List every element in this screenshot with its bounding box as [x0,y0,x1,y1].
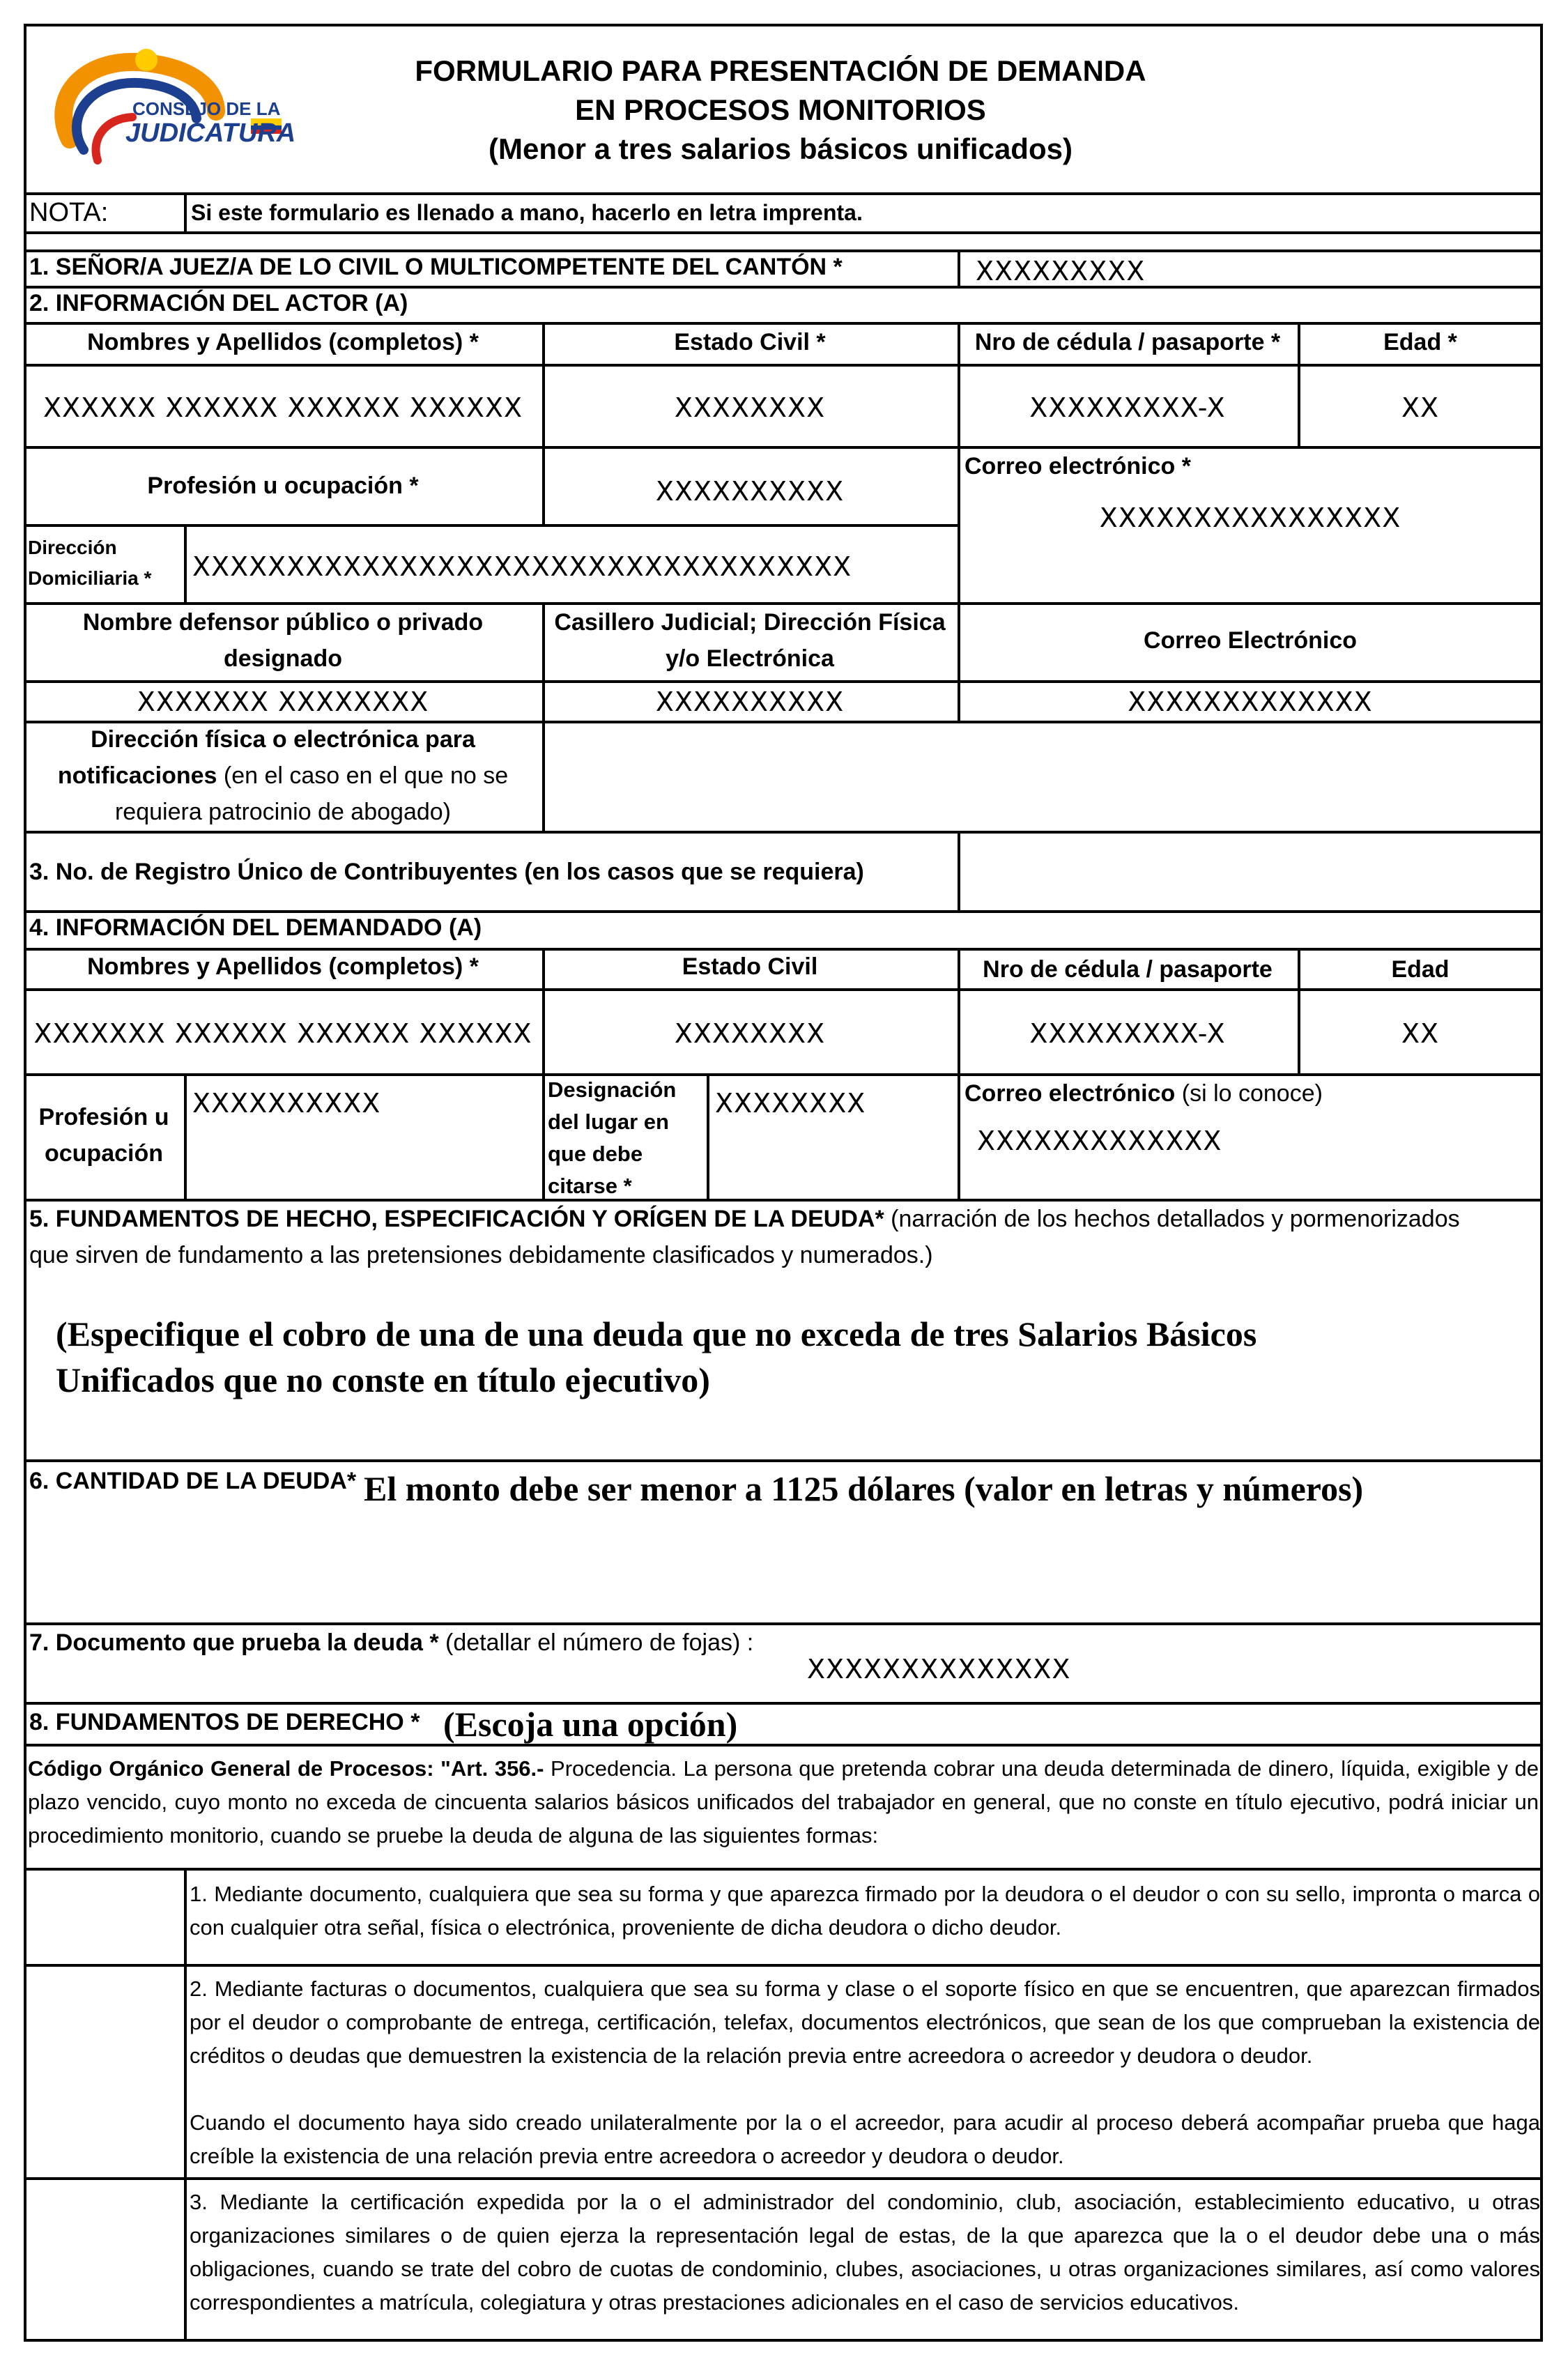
section5-label [29,1206,1460,1233]
article-356-heading: Código Orgánico General de Procesos: "Art. 356.- [28,1756,544,1781]
option2-text-a: 2. Mediante facturas o documentos, cualquiera que sea su forma y clase o el soporte físico en que se encuentren, que aparezcan firmados por el deudor o comprobante de entrega, certificación, telefax, documentos electrónicos, que sean de los que comprueban la existencia de créditos o deudas que demuestren la existencia de la relación previa entre acreedora o acreedor y deudora o deudor. [190,1977,1540,2068]
rule [24,680,1543,683]
logo-line2: JUDICATURA [125,118,296,148]
actor-email-label: Correo electrónico * [964,453,1191,479]
rule [24,446,1543,449]
defendant-age-header: Edad [1391,956,1450,983]
section4-label: 4. INFORMACIÓN DEL DEMANDADO (A) [29,914,482,941]
rule [24,286,1543,289]
designation-label1: Designación [548,1077,677,1102]
notification-label-line1: Dirección física o electrónica para [91,726,475,753]
rule [24,524,960,527]
actor-address-label1: Dirección [28,537,117,558]
section2-label: 2. INFORMACIÓN DEL ACTOR (A) [29,290,408,316]
casillero-value: XXXXXXXXXX [655,686,845,717]
defendant-profession-label2: ocupación [44,1140,164,1167]
actor-profession-label: Profesión u ocupación * [147,473,419,499]
actor-names-value: XXXXXX XXXXXX XXXXXX XXXXXX [43,392,523,423]
rule [184,1868,187,2342]
casillero-label-line1: Casillero Judicial; Dirección Física [554,609,946,636]
defender-value: XXXXXXX XXXXXXXX [137,686,429,717]
nota-label: NOTA: [29,198,109,227]
article-356-text [28,1752,1539,1852]
option1-text: 1. Mediante documento, cualquiera que sea su forma y que aparezca firmado por la deudora o el deudor o con su sello, impronta o marca o con cualquier otra señal, física o electrónica, proveniente de dicha deudora o dicho deudor. [190,1882,1540,1940]
defender-label-line2: designado [223,645,343,672]
section7-note: (detallar el número de fojas) : [438,1629,754,1656]
section1-label: 1. SEÑOR/A JUEZ/A DE LO CIVIL O MULTICOMPETENTE DEL CANTÓN * [29,254,843,280]
actor-age-header: Edad * [1383,329,1457,355]
defendant-names-value: XXXXXXX XXXXXX XXXXXX XXXXXX [33,1018,532,1049]
article-356-body: Procedencia. La persona que pretenda cobrar una deuda determinada de dinero, líquida, exigible y de plazo vencido, cuyo monto no exceda de cincuenta salarios básicos unificados del trabajador en general, que no conste en título ejecutivo, podrá iniciar un procedimiento monitorio, cuando se pruebe la deuda de alguna de las siguientes formas: [28,1756,1539,1848]
defender-label-line1: Nombre defensor público o privado [82,609,484,636]
actor-id-value: XXXXXXXXX-X [1029,392,1226,423]
designation-value: XXXXXXXX [715,1088,866,1119]
rule [542,1073,545,1200]
defendant-civil-header: Estado Civil [682,953,818,980]
option2-checkbox[interactable] [26,1967,184,2176]
defendant-email-value: XXXXXXXXXXXXX [977,1126,1222,1156]
rule [24,602,1543,605]
notification-bold: notificaciones [57,762,217,789]
rule [24,1744,1543,1747]
rule [958,1073,960,1200]
section7-title: 7. Documento que prueba la deuda * [29,1629,439,1656]
logo-line1: CONSEJO DE LA [132,98,281,119]
rule [184,524,187,604]
section6-instruction: El monto debe ser menor a 1125 dólares (valor en letras y números) [364,1469,1364,1508]
actor-civil-value: XXXXXXXX [674,392,826,423]
defendant-names-header: Nombres y Apellidos (completos) * [87,953,479,980]
defendant-email-label-text: Correo electrónico [964,1080,1176,1107]
option3-checkbox[interactable] [26,2180,184,2338]
rule [24,1073,1543,1076]
rule [24,2177,1543,2180]
section8-label: 8. FUNDAMENTOS DE DERECHO * [29,1709,420,1735]
option3-text: 3. Mediante la certificación expedida por la o el administrador del condominio, club, asociación, establecimiento educativo, u otras organizaciones similares o de quien ejerza la representación legal de estas, de la que aparezca que la o el deudor debe una o más obligaciones, cuando se trate del cobro de cuotas de condominio, clubes, asociaciones, u otras organizaciones similares, así como valores correspondientes a matrícula, colegiatura y otras prestaciones adicionales en el caso de servicios educativos. [190,2190,1540,2315]
section8-instruction: (Escoja una opción) [443,1705,738,1744]
defendant-civil-value: XXXXXXXX [674,1018,826,1049]
defendant-id-header: Nro de cédula / pasaporte [983,956,1273,983]
rule [24,1622,1543,1625]
rule [958,250,960,287]
form-title-line1: FORMULARIO PARA PRESENTACIÓN DE DEMANDA [415,54,1146,87]
option1-checkbox[interactable] [26,1871,184,1963]
actor-address-label2: Domiciliaria * [28,567,152,589]
rule [184,192,187,233]
rule [184,1073,187,1200]
defendant-age-value: XX [1401,1018,1440,1049]
rule [24,988,1543,991]
rule [24,1199,1543,1202]
rule [24,1868,1543,1871]
rule [24,910,1543,913]
rule [958,831,960,912]
rule [24,721,1543,723]
actor-profession-value: XXXXXXXXXX [655,476,845,507]
section5-instruction2: Unificados que no conste en título ejecutivo) [56,1360,710,1399]
defender-email-value: XXXXXXXXXXXXX [1128,686,1373,717]
rule [24,948,1543,951]
actor-civil-header: Estado Civil * [674,329,826,355]
notification-note: (en el caso en el que no se [217,762,509,789]
actor-id-header: Nro de cédula / pasaporte * [974,329,1281,355]
actor-names-header: Nombres y Apellidos (completos) * [87,329,479,355]
rule [24,1702,1543,1705]
rule [24,192,1543,195]
section5-note1: (narración de los hechos detallados y pormenorizados [884,1206,1460,1232]
defendant-email-label [964,1080,1323,1107]
actor-email-value: XXXXXXXXXXXXXXXX [1099,502,1401,533]
defender-email-label: Correo Electrónico [1143,627,1358,654]
casillero-label-line2: y/o Electrónica [666,645,834,672]
designation-label3: que debe [548,1142,643,1166]
actor-address-value: XXXXXXXXXXXXXXXXXXXXXXXXXXXXXXXXXXX [192,551,852,582]
rule [707,1073,709,1200]
section6-label: 6. CANTIDAD DE LA DEUDA* [29,1468,357,1494]
section5-note2: que sirven de fundamento a las pretensiones debidamente clasificados y numerados.) [29,1242,933,1268]
defendant-profession-value: XXXXXXXXXX [192,1088,381,1119]
rule [24,1964,1543,1967]
judicatura-logo [42,35,296,174]
section7-label [29,1629,753,1657]
form-title-line2: EN PROCESOS MONITORIOS [575,93,986,126]
notification-label-line2 [24,762,542,790]
rule [24,250,1543,252]
rule [24,231,1543,234]
defendant-email-note: (si lo conoce) [1175,1080,1323,1107]
option2-text-b: Cuando el documento haya sido creado unilateralmente por la o el acreedor, para acudir al proceso deberá acompañar prueba que haga creíble la existencia de una relación previa entre acreedora o acreedor y deudora o deudor. [190,2110,1540,2168]
section3-label: 3. No. de Registro Único de Contribuyentes (en los casos que se requiera) [29,859,864,885]
form-title-line3: (Menor a tres salarios básicos unificados) [489,132,1073,165]
section5-title: 5. FUNDAMENTOS DE HECHO, ESPECIFICACIÓN Y ORÍGEN DE LA DEUDA* [29,1206,884,1232]
actor-age-value: XX [1401,392,1440,423]
rule [24,831,1543,834]
designation-label4: citarse * [548,1174,632,1198]
section5-instruction1: (Especifique el cobro de una de una deuda que no exceda de tres Salarios Básicos [56,1314,1257,1353]
defendant-id-value: XXXXXXXXX-X [1029,1018,1226,1049]
rule [24,322,1543,325]
designation-label2: del lugar en [548,1110,669,1134]
notification-label-line3: requiera patrocinio de abogado) [114,799,451,825]
rule [24,364,1543,367]
rule [24,1459,1543,1462]
section7-value: XXXXXXXXXXXXXX [807,1654,1071,1684]
nota-text: Si este formulario es llenado a mano, hacerlo en letra imprenta. [191,200,863,225]
defendant-profession-label1: Profesión u [38,1104,169,1130]
canton-value: XXXXXXXXX [976,256,1146,286]
